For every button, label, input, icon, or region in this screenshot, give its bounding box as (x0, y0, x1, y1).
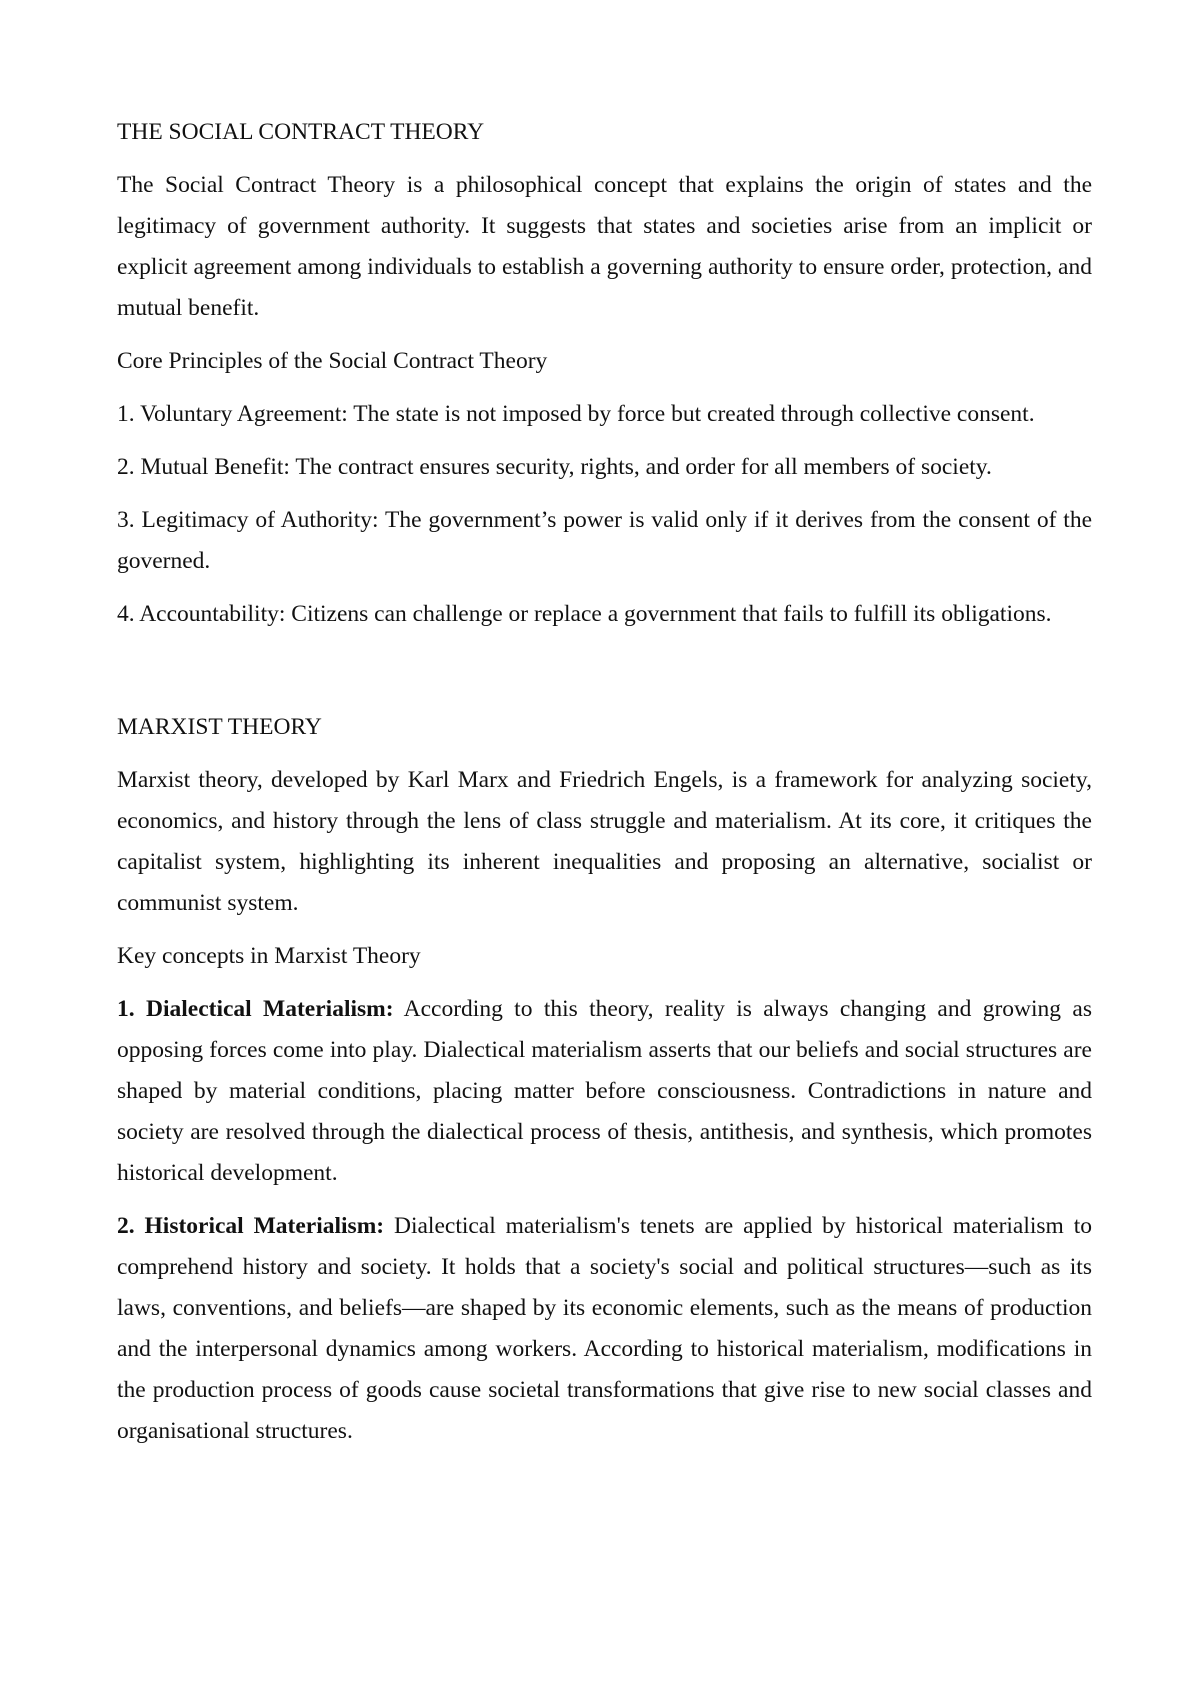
concept-dialectical-materialism (117, 989, 1092, 1194)
concept-historical-materialism-term: 2. Historical Materialism: (117, 1213, 385, 1239)
marxist-theory-heading: MARXIST THEORY (117, 714, 322, 740)
social-contract-intro: The Social Contract Theory is a philosophical concept that explains the origin of states and the legitimacy of government authority. It suggests that states and societies arise from an implicit or explicit agreement among individuals to establish a governing authority to ensure order, protection, and mutual benefit. (117, 172, 1092, 321)
concept-historical-materialism (117, 1206, 1092, 1452)
key-concepts-subheading: Key concepts in Marxist Theory (117, 943, 421, 969)
section-spacer (117, 647, 1092, 707)
marxist-theory-intro: Marxist theory, developed by Karl Marx and Friedrich Engels, is a framework for analyzing society, economics, and history through the lens of class struggle and materialism. At its core, it critiques the capitalist system, highlighting its inherent inequalities and proposing an alternative, socialist or communist system. (117, 767, 1092, 916)
principle-voluntary-agreement: 1. Voluntary Agreement: The state is not imposed by force but created through collective consent. (117, 401, 1035, 427)
concept-dialectical-materialism-text: According to this theory, reality is always changing and growing as opposing forces come into play. Dialectical materialism asserts that our beliefs and social structures are shaped by material conditions, placing matter before consciousness. Contradictions in nature and society are resolved through the dialectical process of thesis, antithesis, and synthesis, which promotes historical development. (117, 996, 1092, 1186)
concept-historical-materialism-text: Dialectical materialism's tenets are applied by historical materialism to comprehend history and society. It holds that a society's social and political structures—such as its laws, conventions, and beliefs—are shaped by its economic elements, such as the means of production and the interpersonal dynamics among workers. According to historical materialism, modifications in the production process of goods cause societal transformations that give rise to new social classes and organisational structures. (117, 1213, 1093, 1444)
document-body (117, 112, 1092, 1464)
principle-mutual-benefit: 2. Mutual Benefit: The contract ensures security, rights, and order for all members of society. (117, 454, 992, 480)
principle-legitimacy-of-authority: 3. Legitimacy of Authority: The government’s power is valid only if it derives from the consent of the governed. (117, 507, 1092, 574)
concept-dialectical-materialism-term: 1. Dialectical Materialism: (117, 996, 394, 1022)
core-principles-subheading: Core Principles of the Social Contract Theory (117, 348, 548, 374)
social-contract-heading: THE SOCIAL CONTRACT THEORY (117, 119, 485, 145)
principle-accountability: 4. Accountability: Citizens can challenge or replace a government that fails to fulfill its obligations. (117, 601, 1052, 627)
